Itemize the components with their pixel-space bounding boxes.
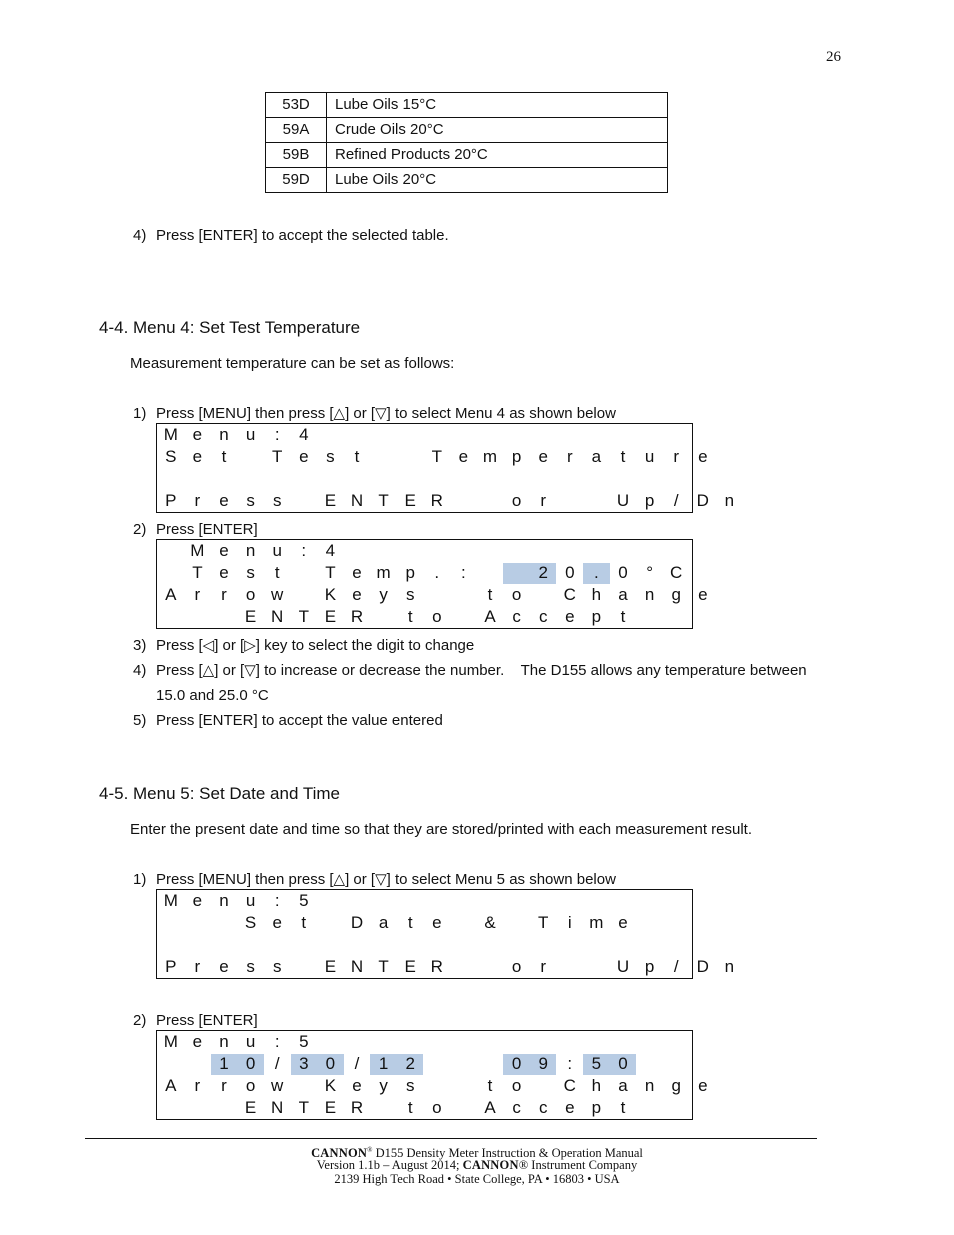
lcd-char: t	[620, 607, 626, 626]
lcd-char: r	[673, 447, 680, 466]
lcd-char: p	[511, 447, 522, 466]
lcd-display-menu5	[156, 889, 735, 979]
lcd-char: /	[354, 1054, 360, 1073]
lcd-char: :	[461, 563, 466, 582]
step-accept-table: 4) Press [ENTER] to accept the selected table.	[133, 227, 449, 244]
footer-line-1: CANNON® D155 Density Meter Instruction & Operation Manual	[311, 1146, 643, 1161]
lcd-char: s	[272, 491, 282, 510]
lcd-char: R	[430, 491, 443, 510]
page-number: 26	[826, 49, 841, 65]
lcd-char: a	[591, 447, 602, 466]
lcd-char: T	[537, 913, 549, 932]
lcd-char: o	[432, 607, 442, 626]
lcd-display-temp	[156, 539, 708, 629]
lcd-char: a	[378, 913, 389, 932]
lcd-char: g	[671, 585, 681, 604]
lcd-char: n	[219, 891, 229, 910]
lcd-char: D	[350, 913, 364, 932]
lcd-char: t	[620, 447, 626, 466]
lcd-char: p	[644, 957, 655, 976]
lcd-char: t	[407, 1098, 413, 1117]
lcd-char: r	[221, 585, 227, 604]
lcd-char: r	[540, 491, 547, 510]
lcd-char: e	[698, 447, 708, 466]
lcd-char: n	[644, 1076, 655, 1095]
lcd-char: u	[644, 447, 655, 466]
lcd-char: T	[431, 447, 442, 466]
lcd-char: o	[245, 1076, 256, 1095]
lcd-char: e	[192, 425, 203, 444]
lcd-char: e	[698, 1076, 708, 1095]
lcd-row	[157, 934, 692, 956]
lcd-char: w	[271, 1076, 284, 1095]
lcd-row	[157, 446, 708, 468]
lcd-char: A	[484, 1098, 496, 1117]
lcd-char: c	[512, 607, 521, 626]
step-3-menu4: 3) Press [◁] or [▷] key to select the digit to change	[133, 637, 475, 654]
lcd-char: N	[271, 607, 284, 626]
lcd-char: e	[352, 563, 362, 582]
lcd-char: /	[673, 491, 679, 510]
lcd-char: u	[272, 541, 282, 560]
lcd-char: o	[511, 585, 522, 604]
lcd-char: p	[644, 491, 655, 510]
lcd-char: 0	[511, 1054, 522, 1073]
lcd-char: e	[299, 447, 309, 466]
lcd-char: e	[219, 541, 229, 560]
lcd-char: R	[350, 607, 364, 626]
lcd-char: 1	[219, 1054, 229, 1073]
lcd-char: .	[434, 563, 440, 582]
lcd-char: A	[484, 607, 496, 626]
lcd-row	[157, 1075, 708, 1097]
lcd-char: T	[325, 563, 336, 582]
lcd-char: E	[404, 957, 416, 976]
lcd-char: e	[538, 447, 548, 466]
table-row: 59D Lube Oils 20°C	[266, 168, 668, 193]
lcd-display-datetime	[156, 1030, 708, 1120]
lcd-char: c	[538, 1098, 548, 1117]
lcd-char: t	[487, 585, 493, 604]
lcd-char: a	[618, 1076, 628, 1095]
section-intro-menu5: Enter the present date and time so that they are stored/printed with each measurement result.	[130, 821, 753, 838]
step-2-menu5: 2) Press [ENTER]	[133, 1012, 258, 1029]
lcd-char: a	[618, 585, 628, 604]
lcd-char: t	[407, 607, 413, 626]
lcd-char: K	[324, 1076, 337, 1095]
footer-line-2: Version 1.1b – August 2014; CANNON® Instrument Company	[316, 1158, 638, 1172]
lcd-char: t	[620, 1098, 626, 1117]
lcd-char: s	[272, 957, 282, 976]
lcd-char: :	[567, 1054, 573, 1073]
lcd-char: n	[219, 1032, 229, 1051]
api-table	[265, 92, 668, 193]
lcd-char: o	[432, 1098, 442, 1117]
lcd-char: P	[165, 491, 177, 510]
lcd-char: y	[379, 1076, 388, 1095]
lcd-char: R	[430, 957, 443, 976]
lcd-char: e	[432, 913, 442, 932]
lcd-char: t	[274, 563, 280, 582]
lcd-char: r	[194, 957, 201, 976]
lcd-row	[157, 468, 692, 490]
lcd-char: n	[724, 957, 735, 976]
lcd-char: c	[512, 1098, 521, 1117]
lcd-row	[157, 1031, 692, 1053]
lcd-char: C	[670, 563, 683, 582]
lcd-row	[157, 890, 692, 912]
lcd-char: 4	[325, 541, 336, 560]
lcd-row	[157, 1097, 692, 1119]
lcd-char: n	[245, 541, 256, 560]
lcd-row	[157, 562, 692, 584]
lcd-char: P	[165, 957, 177, 976]
lcd-char: o	[511, 1076, 522, 1095]
lcd-char: M	[163, 425, 178, 444]
lcd-char: D	[696, 957, 709, 976]
lcd-char: r	[221, 1076, 227, 1095]
step-4-menu4: 4) Press [△] or [▽] to increase or decrease the number. The D155 allows any temperature between	[133, 662, 807, 679]
lcd-char: 0	[618, 563, 628, 582]
lcd-row	[157, 540, 692, 562]
lcd-char: 2	[405, 1054, 415, 1073]
lcd-char: y	[379, 585, 388, 604]
lcd-char: U	[616, 957, 630, 976]
lcd-char: r	[194, 491, 201, 510]
lcd-char: c	[538, 607, 548, 626]
lcd-char: M	[163, 891, 178, 910]
lcd-char: 2	[538, 563, 548, 582]
lcd-char: S	[244, 913, 257, 932]
lcd-char: t	[354, 447, 360, 466]
lcd-char: i	[567, 913, 572, 932]
lcd-char: e	[272, 913, 282, 932]
lcd-char: t	[487, 1076, 493, 1095]
lcd-char: r	[194, 585, 201, 604]
lcd-char: 3	[299, 1054, 309, 1073]
lcd-char: e	[192, 447, 203, 466]
lcd-char: S	[165, 447, 177, 466]
lcd-char: N	[350, 491, 364, 510]
lcd-row	[157, 490, 735, 512]
footer-divider	[85, 1138, 817, 1139]
lcd-char: T	[271, 447, 283, 466]
lcd-char: 5	[591, 1054, 602, 1073]
lcd-char: e	[192, 891, 203, 910]
lcd-char: E	[324, 1098, 337, 1117]
lcd-char: e	[698, 585, 708, 604]
lcd-row	[157, 1053, 692, 1075]
step-5-menu4: 5) Press [ENTER] to accept the value entered	[133, 712, 443, 729]
lcd-char: m	[482, 447, 498, 466]
lcd-char: 0	[245, 1054, 256, 1073]
lcd-char: n	[724, 491, 735, 510]
lcd-char: A	[165, 585, 177, 604]
lcd-char: e	[618, 913, 628, 932]
table-row: 59A Crude Oils 20°C	[266, 118, 668, 143]
lcd-char: :	[301, 541, 307, 560]
lcd-char: M	[163, 1032, 178, 1051]
lcd-char: e	[565, 1098, 575, 1117]
lcd-char: n	[219, 425, 229, 444]
lcd-char: U	[616, 491, 630, 510]
lcd-char: 9	[538, 1054, 548, 1073]
lcd-display-menu4	[156, 423, 735, 513]
lcd-char: p	[591, 1098, 602, 1117]
lcd-row	[157, 606, 692, 628]
step-2-menu4: 2) Press [ENTER]	[133, 521, 258, 538]
lcd-char: E	[404, 491, 416, 510]
lcd-char: E	[324, 491, 337, 510]
lcd-char: r	[566, 447, 573, 466]
lcd-char: o	[245, 585, 256, 604]
lcd-char: t	[221, 447, 227, 466]
lcd-char: /	[673, 957, 679, 976]
lcd-char: u	[245, 425, 256, 444]
lcd-char: h	[591, 1076, 602, 1095]
table-row: 59B Refined Products 20°C	[266, 143, 668, 168]
lcd-char: n	[644, 585, 655, 604]
lcd-char: :	[274, 1032, 280, 1051]
lcd-char: p	[591, 607, 602, 626]
lcd-char: u	[245, 1032, 256, 1051]
lcd-char: e	[219, 563, 229, 582]
lcd-char: °	[646, 563, 653, 582]
lcd-char: p	[405, 563, 415, 582]
step-1-menu5: 1) Press [MENU] then press [△] or [▽] to select Menu 5 as shown below	[133, 871, 616, 888]
lcd-char: s	[246, 491, 255, 510]
lcd-char: m	[376, 563, 391, 582]
lcd-char: o	[511, 491, 522, 510]
lcd-char: u	[245, 891, 256, 910]
lcd-char: E	[244, 1098, 257, 1117]
section-intro-menu4: Measurement temperature can be set as follows:	[130, 355, 455, 372]
lcd-char: 0	[325, 1054, 336, 1073]
lcd-char: s	[246, 563, 255, 582]
lcd-row	[157, 584, 708, 606]
lcd-char: :	[274, 425, 280, 444]
lcd-row	[157, 912, 692, 934]
lcd-char: :	[274, 891, 280, 910]
lcd-char: T	[378, 491, 389, 510]
lcd-char: &	[484, 913, 496, 932]
lcd-row	[157, 956, 735, 978]
lcd-char: D	[696, 491, 709, 510]
lcd-char: r	[540, 957, 547, 976]
lcd-char: s	[246, 957, 255, 976]
lcd-char: K	[324, 585, 337, 604]
lcd-char: N	[271, 1098, 284, 1117]
lcd-char: m	[589, 913, 604, 932]
lcd-char: e	[352, 585, 362, 604]
lcd-char: M	[190, 541, 205, 560]
lcd-char: o	[511, 957, 522, 976]
lcd-char: 0	[565, 563, 575, 582]
lcd-char: T	[298, 607, 309, 626]
lcd-char: 1	[378, 1054, 389, 1073]
lcd-char: s	[405, 1076, 415, 1095]
lcd-char: E	[324, 957, 337, 976]
table-row: 53D Lube Oils 15°C	[266, 93, 668, 118]
step-4-menu4-cont: 15.0 and 25.0 °C	[156, 687, 269, 704]
lcd-char: T	[298, 1098, 309, 1117]
lcd-char: /	[274, 1054, 280, 1073]
lcd-char: 4	[299, 425, 309, 444]
lcd-char: T	[378, 957, 389, 976]
lcd-char: h	[591, 585, 602, 604]
lcd-char: t	[407, 913, 413, 932]
lcd-char: e	[352, 1076, 362, 1095]
lcd-char: A	[165, 1076, 177, 1095]
lcd-row	[157, 424, 692, 446]
lcd-char: e	[565, 607, 575, 626]
lcd-char: C	[563, 1076, 576, 1095]
lcd-char: N	[350, 957, 364, 976]
lcd-char: T	[192, 563, 203, 582]
lcd-char: t	[301, 913, 307, 932]
lcd-char: w	[271, 585, 284, 604]
step-1-menu4: 1) Press [MENU] then press [△] or [▽] to select Menu 4 as shown below	[133, 405, 616, 422]
lcd-char: 5	[299, 891, 309, 910]
lcd-char: E	[324, 607, 337, 626]
lcd-char: C	[563, 585, 576, 604]
lcd-char: 5	[299, 1032, 309, 1051]
lcd-char: .	[594, 563, 599, 582]
lcd-char: s	[326, 447, 335, 466]
lcd-char: g	[671, 1076, 681, 1095]
footer-line-3: 2139 High Tech Road • State College, PA • 16803 • USA	[334, 1172, 620, 1186]
lcd-char: e	[192, 1032, 203, 1051]
lcd-char: e	[219, 491, 229, 510]
lcd-char: e	[458, 447, 469, 466]
lcd-char: E	[244, 607, 257, 626]
section-heading-menu4: 4-4. Menu 4: Set Test Temperature	[99, 318, 361, 337]
section-heading-menu5: 4-5. Menu 5: Set Date and Time	[99, 784, 340, 803]
lcd-char: e	[219, 957, 229, 976]
lcd-char: r	[194, 1076, 201, 1095]
lcd-char: R	[350, 1098, 364, 1117]
lcd-char: 0	[618, 1054, 628, 1073]
lcd-char: s	[405, 585, 415, 604]
